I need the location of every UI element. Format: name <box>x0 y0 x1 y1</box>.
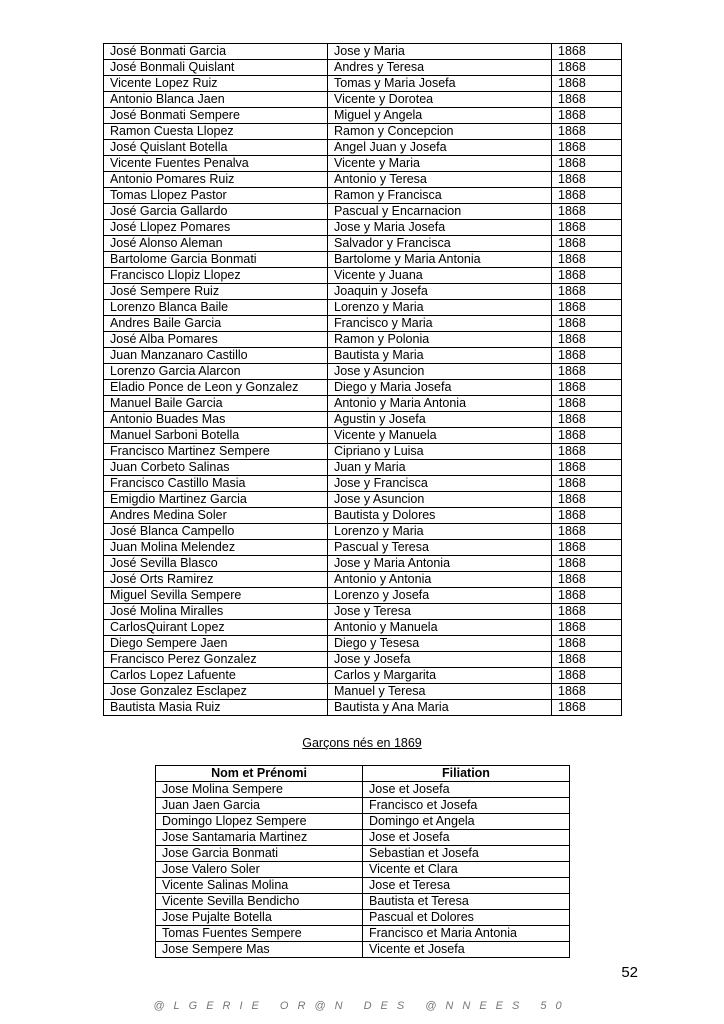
year-cell: 1868 <box>552 492 622 508</box>
name-cell: CarlosQuirant Lopez <box>104 620 328 636</box>
year-cell: 1868 <box>552 428 622 444</box>
filiation-cell: Vicente et Josefa <box>363 942 570 958</box>
page-footer: @LGERIE OR@N DES @NNEES 50 <box>153 1000 571 1012</box>
year-cell: 1868 <box>552 92 622 108</box>
name-cell: Vicente Sevilla Bendicho <box>156 894 363 910</box>
name-cell: Manuel Sarboni Botella <box>104 428 328 444</box>
name-cell: Andres Baile Garcia <box>104 316 328 332</box>
year-cell: 1868 <box>552 252 622 268</box>
table-row <box>104 108 622 124</box>
name-cell: José Alba Pomares <box>104 332 328 348</box>
year-cell: 1868 <box>552 284 622 300</box>
year-cell: 1868 <box>552 460 622 476</box>
name-cell: Juan Jaen Garcia <box>156 798 363 814</box>
year-cell: 1868 <box>552 604 622 620</box>
table-row <box>104 332 622 348</box>
name-cell: Tomas Llopez Pastor <box>104 188 328 204</box>
name-cell: Vicente Lopez Ruiz <box>104 76 328 92</box>
name-cell: José Blanca Campello <box>104 524 328 540</box>
year-cell: 1868 <box>552 220 622 236</box>
table-row <box>104 284 622 300</box>
year-cell: 1868 <box>552 316 622 332</box>
name-cell: Antonio Blanca Jaen <box>104 92 328 108</box>
name-cell: Lorenzo Garcia Alarcon <box>104 364 328 380</box>
year-cell: 1868 <box>552 172 622 188</box>
year-cell: 1868 <box>552 140 622 156</box>
name-cell: Vicente Fuentes Penalva <box>104 156 328 172</box>
name-cell: Manuel Baile Garcia <box>104 396 328 412</box>
name-cell: José Bonmati Sempere <box>104 108 328 124</box>
filiation-cell: Manuel y Teresa <box>328 684 552 700</box>
table-row <box>156 942 570 958</box>
table-row <box>104 124 622 140</box>
year-cell: 1868 <box>552 236 622 252</box>
table-row <box>156 798 570 814</box>
filiation-cell: Bautista et Teresa <box>363 894 570 910</box>
filiation-cell: Pascual y Teresa <box>328 540 552 556</box>
table-row <box>104 60 622 76</box>
filiation-cell: Agustin y Josefa <box>328 412 552 428</box>
year-cell: 1868 <box>552 684 622 700</box>
filiation-cell: Sebastian et Josefa <box>363 846 570 862</box>
filiation-cell: Pascual y Encarnacion <box>328 204 552 220</box>
year-cell: 1868 <box>552 124 622 140</box>
filiation-cell: Juan y Maria <box>328 460 552 476</box>
table-row <box>104 444 622 460</box>
filiation-cell: Lorenzo y Josefa <box>328 588 552 604</box>
filiation-cell: Ramon y Concepcion <box>328 124 552 140</box>
filiation-cell: Antonio y Maria Antonia <box>328 396 552 412</box>
year-cell: 1868 <box>552 556 622 572</box>
name-cell: Juan Molina Melendez <box>104 540 328 556</box>
table-row <box>104 476 622 492</box>
filiation-cell: Jose et Josefa <box>363 830 570 846</box>
table-row <box>104 92 622 108</box>
name-cell: Diego Sempere Jaen <box>104 636 328 652</box>
name-cell: José Molina Miralles <box>104 604 328 620</box>
name-cell: Bartolome Garcia Bonmati <box>104 252 328 268</box>
filiation-cell: Diego y Tesesa <box>328 636 552 652</box>
table-row <box>104 316 622 332</box>
table-row <box>104 636 622 652</box>
name-cell: Lorenzo Blanca Baile <box>104 300 328 316</box>
table-row <box>156 814 570 830</box>
name-cell: Vicente Salinas Molina <box>156 878 363 894</box>
table-row <box>104 44 622 60</box>
filiation-cell: Jose y Teresa <box>328 604 552 620</box>
filiation-cell: Diego y Maria Josefa <box>328 380 552 396</box>
year-cell: 1868 <box>552 572 622 588</box>
filiation-cell: Ramon y Francisca <box>328 188 552 204</box>
name-cell: Jose Garcia Bonmati <box>156 846 363 862</box>
table-row <box>104 348 622 364</box>
table-row <box>104 492 622 508</box>
table-row <box>104 556 622 572</box>
name-cell: Jose Santamaria Martinez <box>156 830 363 846</box>
name-cell: Juan Manzanaro Castillo <box>104 348 328 364</box>
year-cell: 1868 <box>552 588 622 604</box>
name-cell: Ramon Cuesta Llopez <box>104 124 328 140</box>
name-cell: Antonio Buades Mas <box>104 412 328 428</box>
filiation-cell: Joaquin y Josefa <box>328 284 552 300</box>
table-row <box>104 684 622 700</box>
filiation-cell: Francisco et Josefa <box>363 798 570 814</box>
table-row <box>104 300 622 316</box>
year-cell: 1868 <box>552 652 622 668</box>
births-1868-table <box>103 43 622 716</box>
table-row <box>104 220 622 236</box>
table-row <box>104 252 622 268</box>
year-cell: 1868 <box>552 44 622 60</box>
column-header-name: Nom et Prénomi <box>156 766 363 782</box>
year-cell: 1868 <box>552 108 622 124</box>
filiation-cell: Miguel y Angela <box>328 108 552 124</box>
name-cell: Jose Gonzalez Esclapez <box>104 684 328 700</box>
table-row <box>156 910 570 926</box>
filiation-cell: Pascual et Dolores <box>363 910 570 926</box>
table-row <box>104 156 622 172</box>
table-row <box>104 700 622 716</box>
filiation-cell: Domingo et Angela <box>363 814 570 830</box>
year-cell: 1868 <box>552 636 622 652</box>
filiation-cell: Jose y Josefa <box>328 652 552 668</box>
name-cell: Carlos Lopez Lafuente <box>104 668 328 684</box>
table-row <box>156 894 570 910</box>
births-1869-table <box>155 765 570 958</box>
name-cell: Jose Pujalte Botella <box>156 910 363 926</box>
table-row <box>104 460 622 476</box>
name-cell: Jose Valero Soler <box>156 862 363 878</box>
name-cell: Tomas Fuentes Sempere <box>156 926 363 942</box>
filiation-cell: Vicente et Clara <box>363 862 570 878</box>
filiation-cell: Vicente y Juana <box>328 268 552 284</box>
table-row <box>104 76 622 92</box>
table-row <box>104 604 622 620</box>
name-cell: Juan Corbeto Salinas <box>104 460 328 476</box>
year-cell: 1868 <box>552 364 622 380</box>
year-cell: 1868 <box>552 444 622 460</box>
filiation-cell: Francisco et Maria Antonia <box>363 926 570 942</box>
table-row <box>104 236 622 252</box>
table-header-row <box>156 766 570 782</box>
name-cell: José Quislant Botella <box>104 140 328 156</box>
filiation-cell: Vicente y Dorotea <box>328 92 552 108</box>
table-row <box>104 524 622 540</box>
filiation-cell: Jose y Francisca <box>328 476 552 492</box>
filiation-cell: Angel Juan y Josefa <box>328 140 552 156</box>
filiation-cell: Bautista y Dolores <box>328 508 552 524</box>
table-row <box>104 172 622 188</box>
year-cell: 1868 <box>552 668 622 684</box>
table-row <box>104 380 622 396</box>
filiation-cell: Jose y Maria Josefa <box>328 220 552 236</box>
name-cell: Eladio Ponce de Leon y Gonzalez <box>104 380 328 396</box>
year-cell: 1868 <box>552 76 622 92</box>
name-cell: Andres Medina Soler <box>104 508 328 524</box>
year-cell: 1868 <box>552 204 622 220</box>
filiation-cell: Cipriano y Luisa <box>328 444 552 460</box>
name-cell: José Garcia Gallardo <box>104 204 328 220</box>
table-row <box>104 428 622 444</box>
table-row <box>104 508 622 524</box>
filiation-cell: Jose et Josefa <box>363 782 570 798</box>
filiation-cell: Antonio y Antonia <box>328 572 552 588</box>
table-row <box>104 204 622 220</box>
year-cell: 1868 <box>552 412 622 428</box>
table-row <box>104 188 622 204</box>
name-cell: José Alonso Aleman <box>104 236 328 252</box>
filiation-cell: Jose y Asuncion <box>328 364 552 380</box>
table-row <box>104 540 622 556</box>
year-cell: 1868 <box>552 156 622 172</box>
name-cell: Domingo Llopez Sempere <box>156 814 363 830</box>
filiation-cell: Bartolome y Maria Antonia <box>328 252 552 268</box>
table-row <box>104 140 622 156</box>
name-cell: Antonio Pomares Ruiz <box>104 172 328 188</box>
year-cell: 1868 <box>552 300 622 316</box>
table-row <box>104 668 622 684</box>
name-cell: Bautista Masia Ruiz <box>104 700 328 716</box>
section-title: Garçons nés en 1869 <box>302 736 422 750</box>
name-cell: José Bonmati Garcia <box>104 44 328 60</box>
year-cell: 1868 <box>552 188 622 204</box>
filiation-cell: Lorenzo y Maria <box>328 300 552 316</box>
filiation-cell: Jose y Maria <box>328 44 552 60</box>
year-cell: 1868 <box>552 700 622 716</box>
table-row <box>156 926 570 942</box>
year-cell: 1868 <box>552 348 622 364</box>
table-row <box>104 412 622 428</box>
page-number: 52 <box>621 964 638 981</box>
year-cell: 1868 <box>552 540 622 556</box>
name-cell: Francisco Martinez Sempere <box>104 444 328 460</box>
table-row <box>156 862 570 878</box>
table-row <box>156 782 570 798</box>
name-cell: José Bonmali Quislant <box>104 60 328 76</box>
filiation-cell: Vicente y Manuela <box>328 428 552 444</box>
year-cell: 1868 <box>552 620 622 636</box>
year-cell: 1868 <box>552 508 622 524</box>
name-cell: Emigdio Martinez Garcia <box>104 492 328 508</box>
filiation-cell: Antonio y Teresa <box>328 172 552 188</box>
filiation-cell: Salvador y Francisca <box>328 236 552 252</box>
year-cell: 1868 <box>552 380 622 396</box>
filiation-cell: Ramon y Polonia <box>328 332 552 348</box>
name-cell: Francisco Llopiz Llopez <box>104 268 328 284</box>
table-row <box>156 846 570 862</box>
filiation-cell: Andres y Teresa <box>328 60 552 76</box>
year-cell: 1868 <box>552 60 622 76</box>
name-cell: Miguel Sevilla Sempere <box>104 588 328 604</box>
filiation-cell: Vicente y Maria <box>328 156 552 172</box>
year-cell: 1868 <box>552 476 622 492</box>
year-cell: 1868 <box>552 268 622 284</box>
filiation-cell: Antonio y Manuela <box>328 620 552 636</box>
table-row <box>104 588 622 604</box>
column-header-filiation: Filiation <box>363 766 570 782</box>
year-cell: 1868 <box>552 396 622 412</box>
table-row <box>104 652 622 668</box>
table-row <box>104 268 622 284</box>
table-row <box>104 364 622 380</box>
name-cell: José Orts Ramirez <box>104 572 328 588</box>
filiation-cell: Tomas y Maria Josefa <box>328 76 552 92</box>
filiation-cell: Jose y Maria Antonia <box>328 556 552 572</box>
year-cell: 1868 <box>552 332 622 348</box>
name-cell: José Sempere Ruiz <box>104 284 328 300</box>
filiation-cell: Bautista y Maria <box>328 348 552 364</box>
table-row <box>104 572 622 588</box>
table-row <box>156 830 570 846</box>
table-row <box>156 878 570 894</box>
name-cell: Francisco Castillo Masia <box>104 476 328 492</box>
name-cell: Francisco Perez Gonzalez <box>104 652 328 668</box>
table-row <box>104 620 622 636</box>
filiation-cell: Jose et Teresa <box>363 878 570 894</box>
table-row <box>104 396 622 412</box>
filiation-cell: Jose y Asuncion <box>328 492 552 508</box>
filiation-cell: Carlos y Margarita <box>328 668 552 684</box>
year-cell: 1868 <box>552 524 622 540</box>
name-cell: José Sevilla Blasco <box>104 556 328 572</box>
filiation-cell: Francisco y Maria <box>328 316 552 332</box>
name-cell: José Llopez Pomares <box>104 220 328 236</box>
filiation-cell: Lorenzo y Maria <box>328 524 552 540</box>
name-cell: Jose Sempere Mas <box>156 942 363 958</box>
filiation-cell: Bautista y Ana Maria <box>328 700 552 716</box>
name-cell: Jose Molina Sempere <box>156 782 363 798</box>
